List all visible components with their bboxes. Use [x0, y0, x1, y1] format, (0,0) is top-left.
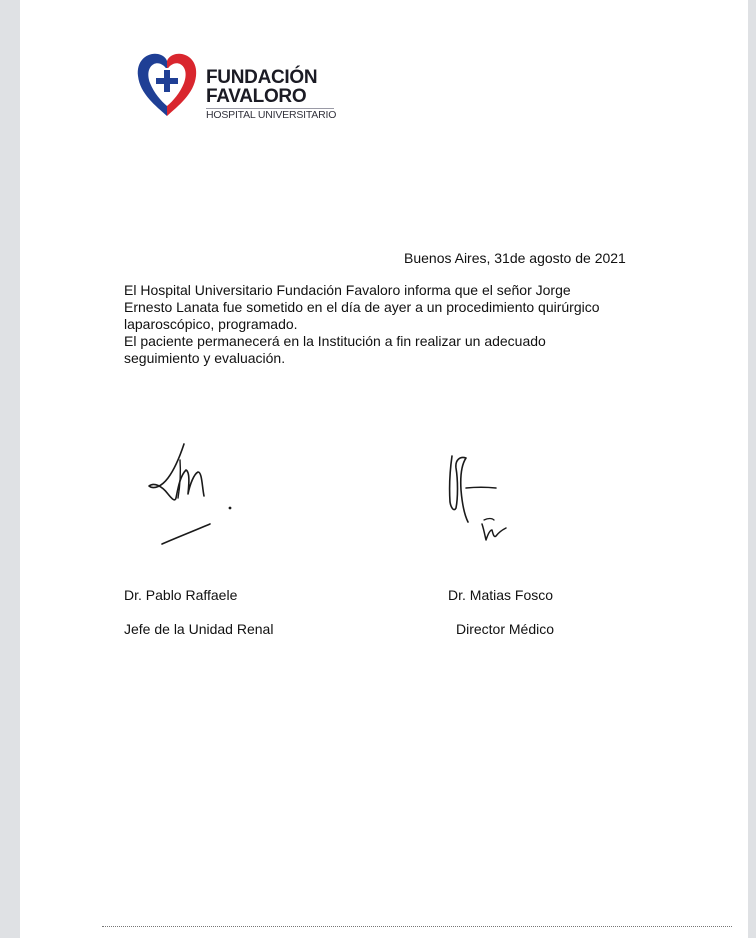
body-line: El Hospital Universitario Fundación Favaloro informa que el señor Jorge	[124, 282, 571, 298]
letter-page	[20, 0, 748, 938]
signatory-name-right: Dr. Matias Fosco	[448, 587, 554, 603]
signatory-name-left: Dr. Pablo Raffaele	[124, 587, 238, 603]
logo-subtitle: HOSPITAL UNIVERSITARIO	[206, 109, 337, 121]
footer-divider	[102, 926, 732, 927]
signatory-role-left: Jefe de la Unidad Renal	[124, 621, 274, 637]
letter-body	[124, 282, 644, 367]
signature-right	[436, 450, 546, 550]
body-line: Ernesto Lanata fue sometido en el día de ayer a un procedimiento quirúrgico	[124, 299, 600, 315]
fundacion-favaloro-logo	[134, 48, 374, 128]
signatory-role-right: Director Médico	[456, 621, 555, 637]
letter-date: Buenos Aires, 31de agosto de 2021	[404, 250, 626, 266]
heart-cross-logo-icon	[134, 48, 200, 120]
logo-foundation-word: FUNDACIÓN	[206, 67, 318, 88]
signature-left	[140, 436, 250, 552]
logo-name-word: FAVALORO	[206, 86, 307, 107]
body-line: El paciente permanecerá en la Institución a fin realizar un adecuado	[124, 333, 546, 349]
body-line: seguimiento y evaluación.	[124, 350, 286, 366]
body-line: laparoscópico, programado.	[124, 316, 298, 332]
